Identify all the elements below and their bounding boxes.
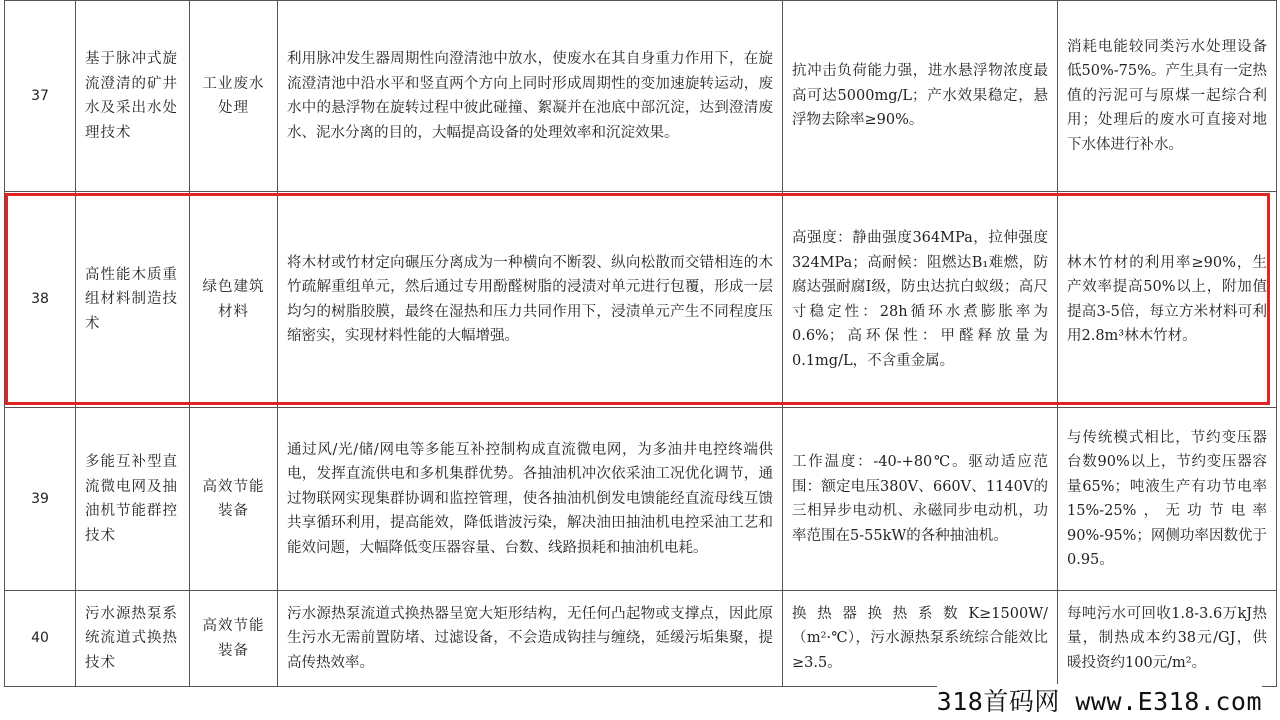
technology-description: 通过风/光/储/网电等多能互补控制构成直流微电网，为多油井电控终端供电，发挥直流供电和多机集群优势。各抽油机冲次依采油工况优化调节，通过物联网实现集群协调和监控管理，使各抽油机倒发电馈能经直流母线互馈共享循环利用，提高能效，降低谐波污染，解决油田抽油机电控采油工艺和能效问题，大幅降低变压器容量、台数、线路损耗和抽油机电耗。 (278, 408, 783, 591)
technology-benefits: 每吨污水可回收1.8-3.6万kJ热量，制热成本约38元/GJ，供暖投资约100元/m²。 (1058, 591, 1277, 687)
technology-table (4, 0, 1277, 687)
technology-benefits: 林木竹材的利用率≥90%，生产效率提高50%以上，附加值提高3-5倍，每立方米材料可利用2.8m³林木竹材。 (1058, 192, 1277, 408)
technology-description: 污水源热泵流道式换热器呈宽大矩形结构，无任何凸起物或支撑点，因此原生污水无需前置防堵、过滤设备，不会造成钩挂与缠绕，延缓污垢集聚，提高传热效率。 (278, 591, 783, 687)
table-row-38 (5, 192, 1277, 408)
row-number: 40 (5, 591, 76, 687)
table-row-39 (5, 408, 1277, 591)
technology-category: 高效节能装备 (190, 591, 278, 687)
technology-indicators: 抗冲击负荷能力强，进水悬浮物浓度最高可达5000mg/L；产水效果稳定，悬浮物去除率≥90%。 (783, 1, 1058, 192)
technology-benefits: 消耗电能较同类污水处理设备低50%-75%。产生具有一定热值的污泥可与原煤一起综合利用；处理后的废水可直接对地下水体进行补水。 (1058, 1, 1277, 192)
technology-category: 工业废水处理 (190, 1, 278, 192)
technology-benefits: 与传统模式相比，节约变压器台数90%以上，节约变压器容量65%；吨液生产有功节电率15%-25%，无功节电率90%-95%；网侧功率因数优于0.95。 (1058, 408, 1277, 591)
technology-category: 高效节能装备 (190, 408, 278, 591)
watermark: 318首码网 www.E318.com (937, 684, 1262, 720)
technology-indicators: 换热器换热系数K≥1500W/（m²·℃），污水源热泵系统综合能效比≥3.5。 (783, 591, 1058, 687)
technology-indicators: 高强度：静曲强度364MPa，拉伸强度324MPa；高耐候：阻燃达B₁难燃，防腐达强耐腐I级，防虫达抗白蚁级；高尺寸稳定性：28h循环水煮膨胀率为0.6%；高环保性：甲醛释放量为0.1mg/L，不含重金属。 (783, 192, 1058, 408)
table-row-40 (5, 591, 1277, 687)
technology-name: 高性能木质重组材料制造技术 (76, 192, 190, 408)
technology-name: 污水源热泵系统流道式换热技术 (76, 591, 190, 687)
row-number: 38 (5, 192, 76, 408)
row-number: 39 (5, 408, 76, 591)
technology-indicators: 工作温度：-40-+80℃。驱动适应范围：额定电压380V、660V、1140V的三相异步电动机、永磁同步电动机，功率范围在5-55kW的各种抽油机。 (783, 408, 1058, 591)
technology-name: 多能互补型直流微电网及抽油机节能群控技术 (76, 408, 190, 591)
row-number: 37 (5, 1, 76, 192)
technology-category: 绿色建筑材料 (190, 192, 278, 408)
technology-description: 将木材或竹材定向碾压分离成为一种横向不断裂、纵向松散而交错相连的木竹疏解重组单元，然后通过专用酚醛树脂的浸渍对单元进行包覆，形成一层均匀的树脂胶膜，最终在湿热和压力共同作用下，浸渍单元产生不同程度压缩密实，实现材料性能的大幅增强。 (278, 192, 783, 408)
table-row-37 (5, 1, 1277, 192)
technology-description: 利用脉冲发生器周期性向澄清池中放水，使废水在其自身重力作用下，在旋流澄清池中沿水平和竖直两个方向上同时形成周期性的变加速旋转运动，废水中的悬浮物在旋转过程中彼此碰撞、絮凝并在池底中部沉淀，达到澄清废水、泥水分离的目的，大幅提高设备的处理效率和沉淀效果。 (278, 1, 783, 192)
technology-name: 基于脉冲式旋流澄清的矿井水及采出水处理技术 (76, 1, 190, 192)
